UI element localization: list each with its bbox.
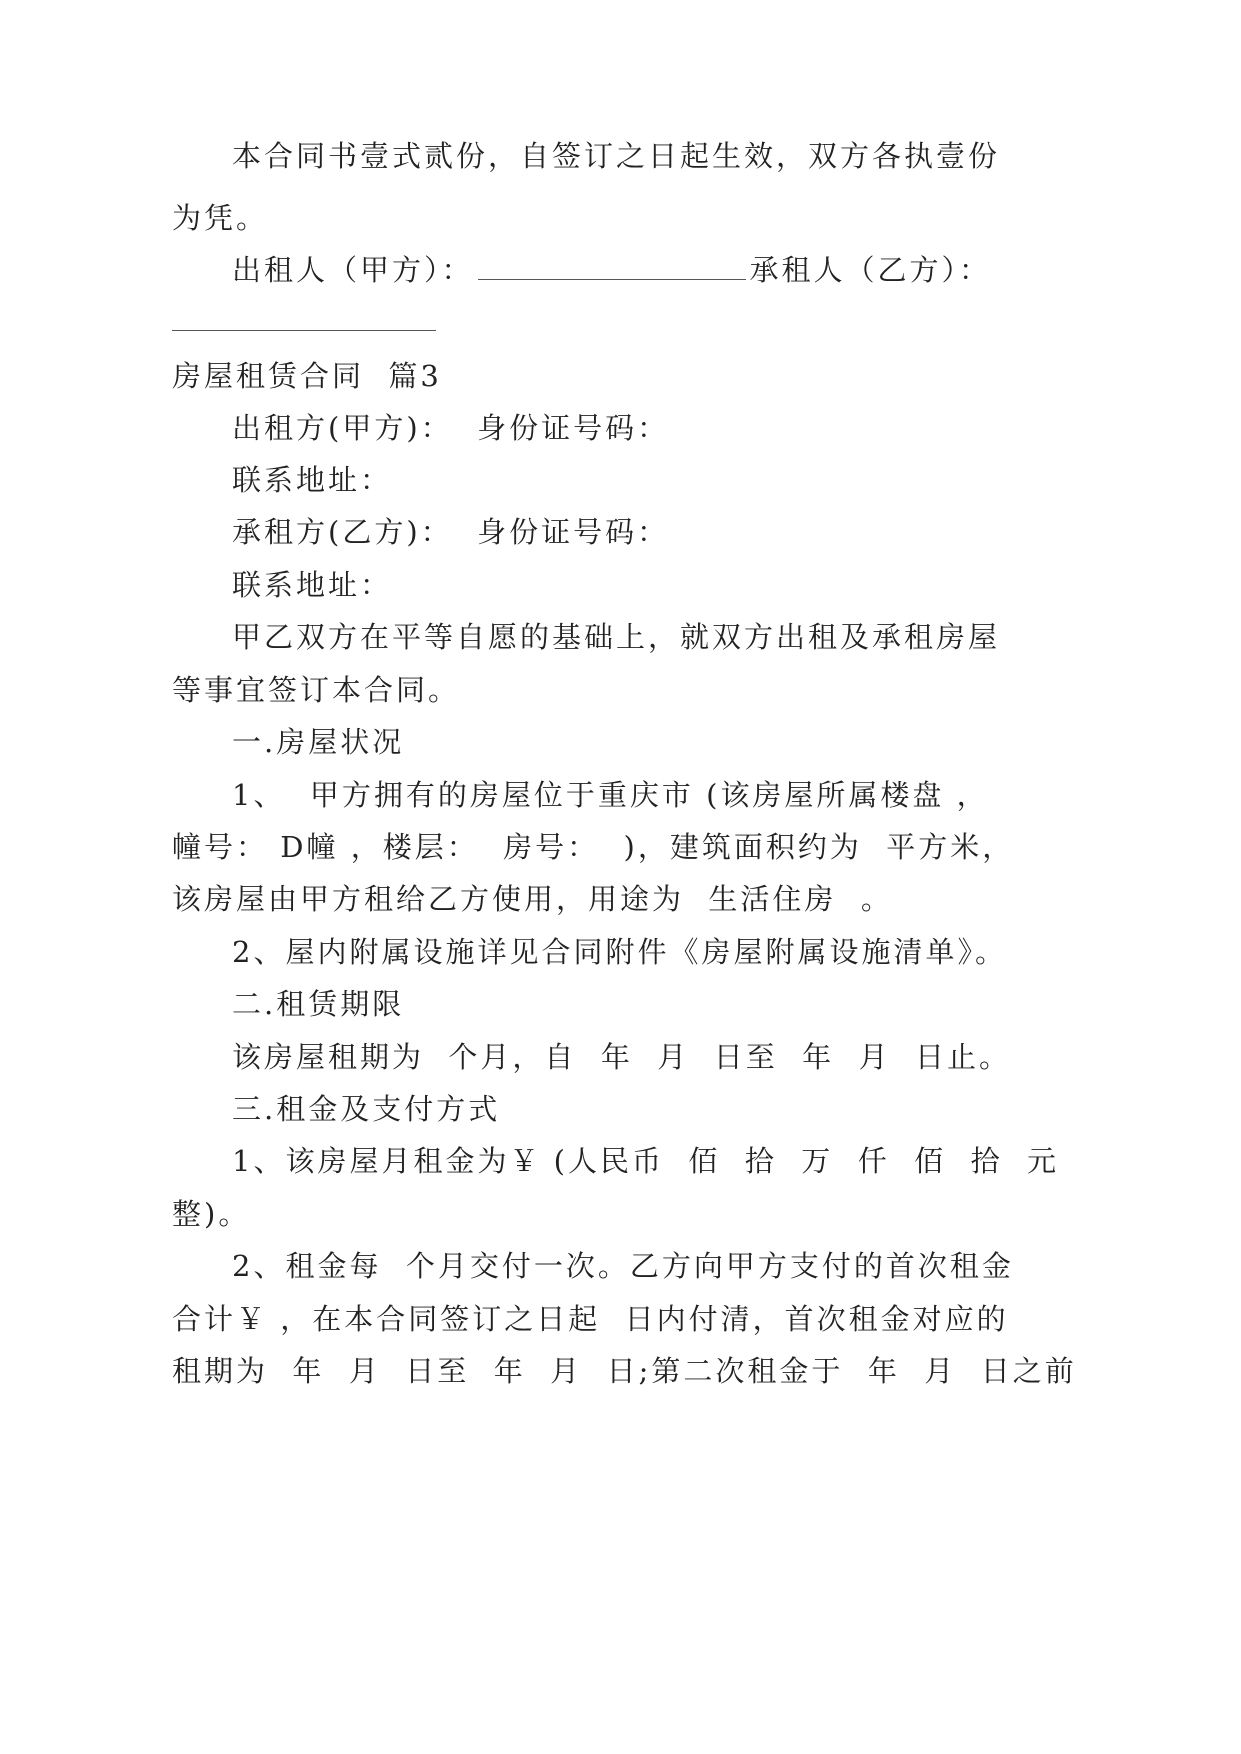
- paragraph-line: 幢号： D幢 ，楼层： 房号： )，建筑面积约为 平方米，: [172, 830, 1015, 864]
- paragraph-line: 合计￥ ，在本合同签订之日起 日内付清，首次租金对应的: [172, 1302, 1009, 1336]
- paragraph-line: 本合同书壹式贰份，自签订之日起生效，双方各执壹份: [232, 139, 1001, 173]
- paragraph-line: 联系地址：: [232, 568, 393, 602]
- paragraph-line: 出租方(甲方)： 身份证号码：: [232, 411, 670, 445]
- paragraph-line: 该房屋租期为 个月，自 年 月 日至 年 月 日止。: [232, 1040, 1012, 1074]
- clause-heading: 一.房屋状况: [232, 725, 405, 759]
- paragraph-line: 2、租金每 个月交付一次。乙方向甲方支付的首次租金: [232, 1249, 1014, 1283]
- paragraph-line: 为凭。: [172, 201, 269, 235]
- paragraph-line: 等事宜签订本合同。: [172, 673, 461, 707]
- clause-heading: 三.租金及支付方式: [232, 1092, 501, 1126]
- clause-heading: 二.租赁期限: [232, 987, 405, 1021]
- section-title: 房屋租赁合同 篇3: [172, 359, 442, 393]
- lessor-signature-blank: [478, 273, 746, 280]
- lessor-label: 出租人（甲方）：: [232, 253, 474, 287]
- lessee-label: 承租人（乙方）：: [749, 253, 992, 287]
- paragraph-line: 租期为 年 月 日至 年 月 日;第二次租金于 年 月 日之前: [172, 1354, 1077, 1388]
- signature-line: [232, 250, 991, 290]
- paragraph-line: 整)。: [172, 1197, 251, 1231]
- paragraph-line: 联系地址：: [232, 463, 393, 497]
- lessee-signature-blank: [172, 330, 436, 331]
- paragraph-line: 甲乙双方在平等自愿的基础上，就双方出租及承租房屋: [232, 620, 1001, 654]
- paragraph-line: 1、 甲方拥有的房屋位于重庆市 (该房屋所属楼盘 ，: [232, 778, 989, 812]
- paragraph-line: 1、该房屋月租金为￥ (人民币 佰 拾 万 仟 佰 拾 元: [232, 1144, 1060, 1178]
- paragraph-line: 该房屋由甲方租给乙方使用，用途为 生活住房 。: [172, 882, 893, 916]
- paragraph-line: 2、屋内附属设施详见合同附件《房屋附属设施清单》。: [232, 935, 1007, 969]
- paragraph-line: 承租方(乙方)： 身份证号码：: [232, 515, 670, 549]
